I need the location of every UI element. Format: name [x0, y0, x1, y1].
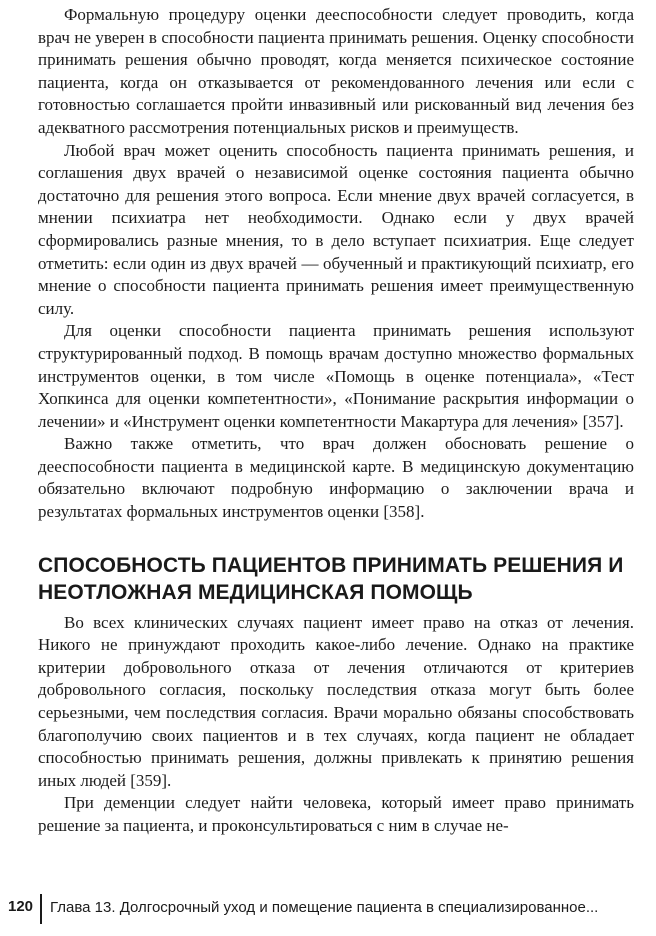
paragraph-medical-record: Важно также отметить, что врач должен обосновать решение о дееспособности пациента в медицинской карте. В медицинскую документацию обязательно включают подробную информацию о заключении врача и результатах формальных инструментов оценки [358]. — [38, 434, 634, 522]
page-footer — [0, 894, 656, 926]
running-title: Глава 13. Долгосрочный уход и помещение пациента в специализированное... — [50, 899, 599, 916]
footer-divider — [40, 894, 42, 924]
paragraph-right-to-refuse: Во всех клинических случаях пациент имеет право на отказ от лечения. Никого не принуждают проходить какое-либо лечение. Однако на практике критерии добровольного отказа от лечения отличаются от критериев добровольного согласия, поскольку последствия отказа могут быть более серьезными, чем последствия согласия. Врачи морально обязаны способствовать благополучию своих пациентов и в тех случаях, когда пациент не обладает способностью принимать решения, должны привлекать к принятию решения иных людей [359]. — [38, 612, 634, 790]
paragraph-structured-approach: Для оценки способности пациента принимать решения используют структурированный подход. В помощь врачам доступно множество формальных инструментов оценки, в том числе «Помощь в оценке потенциала», «Тест Хопкинса для оценки компетентности», «Понимание раскрытия информации о лечении» и «Инструмент оценки компетентности Макартура для лечения» [357]. — [38, 321, 634, 431]
page-number: 120 — [8, 898, 34, 915]
paragraph-any-doctor: Любой врач может оценить способность пациента принимать решения, и соглашения двух врачей о независимой оценке состояния пациента обычно достаточно для решения этого вопроса. Если мнение двух врачей согласуется, в мнении психиатра нет необходимости. Однако если у двух врачей сформировались разные мнения, то в дело вступает психиатрия. Еще следует отметить: если один из двух врачей — обученный и практикующий психиатр, его мнение о способности пациента принимать решения имеет преимущественную силу. — [38, 140, 634, 318]
paragraph-formal-assessment: Формальную процедуру оценки дееспособности следует проводить, когда врач не уверен в способности пациента принимать решения. Оценку способности принимать решения обычно проводят, когда меняется психическое состояние пациента, когда он отказывается от рекомендованного лечения или если с готовностью соглашается пройти инвазивный или рискованный вид лечения без адекватного рассмотрения потенциальных рисков и преимуществ. — [38, 5, 634, 137]
paragraph-dementia: При деменции следует найти человека, который имеет право принимать решение за пациента, и проконсультироваться с ним в случае не- — [38, 793, 634, 835]
section-heading: СПОСОБНОСТЬ ПАЦИЕНТОВ ПРИНИМАТЬ РЕШЕНИЯ И НЕОТЛОЖНАЯ МЕДИЦИНСКАЯ ПОМОЩЬ — [38, 553, 624, 604]
page-body — [38, 0, 634, 838]
